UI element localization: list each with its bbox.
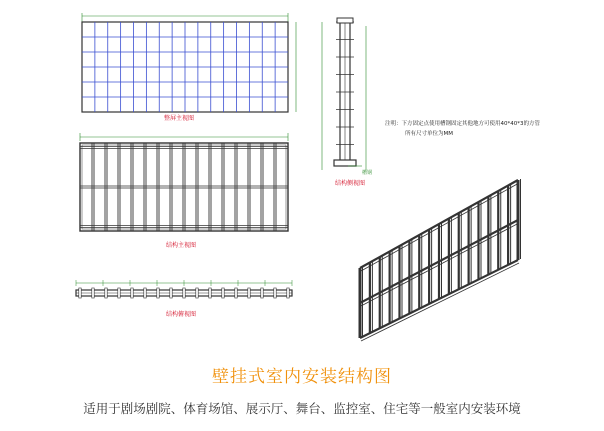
perspective-frame-drawing	[360, 179, 521, 341]
structure-front-drawing	[80, 133, 288, 231]
page-title: 壁挂式室内安装结构图	[212, 367, 392, 387]
note-line-1: 注明：下方固定点使用槽钢固定其他地方可使用40*40*3的方管	[385, 121, 540, 127]
front-view-drawing	[82, 13, 296, 112]
structure-side-caption: 结构侧视图	[335, 180, 366, 187]
page-subtitle: 适用于剧场剧院、体育场馆、展示厅、舞台、监控室、住宅等一般室内安装环境	[83, 401, 521, 416]
channel-steel-label: 槽钢	[362, 170, 373, 176]
structure-front-caption: 结构主视图	[166, 242, 197, 249]
structure-top-drawing	[76, 280, 292, 298]
note-line-2: 所有尺寸单位为MM	[405, 131, 453, 137]
structure-side-drawing	[322, 18, 366, 170]
front-view-caption: 整屏主视图	[164, 115, 195, 122]
structure-top-caption: 结构俯视图	[166, 311, 197, 318]
